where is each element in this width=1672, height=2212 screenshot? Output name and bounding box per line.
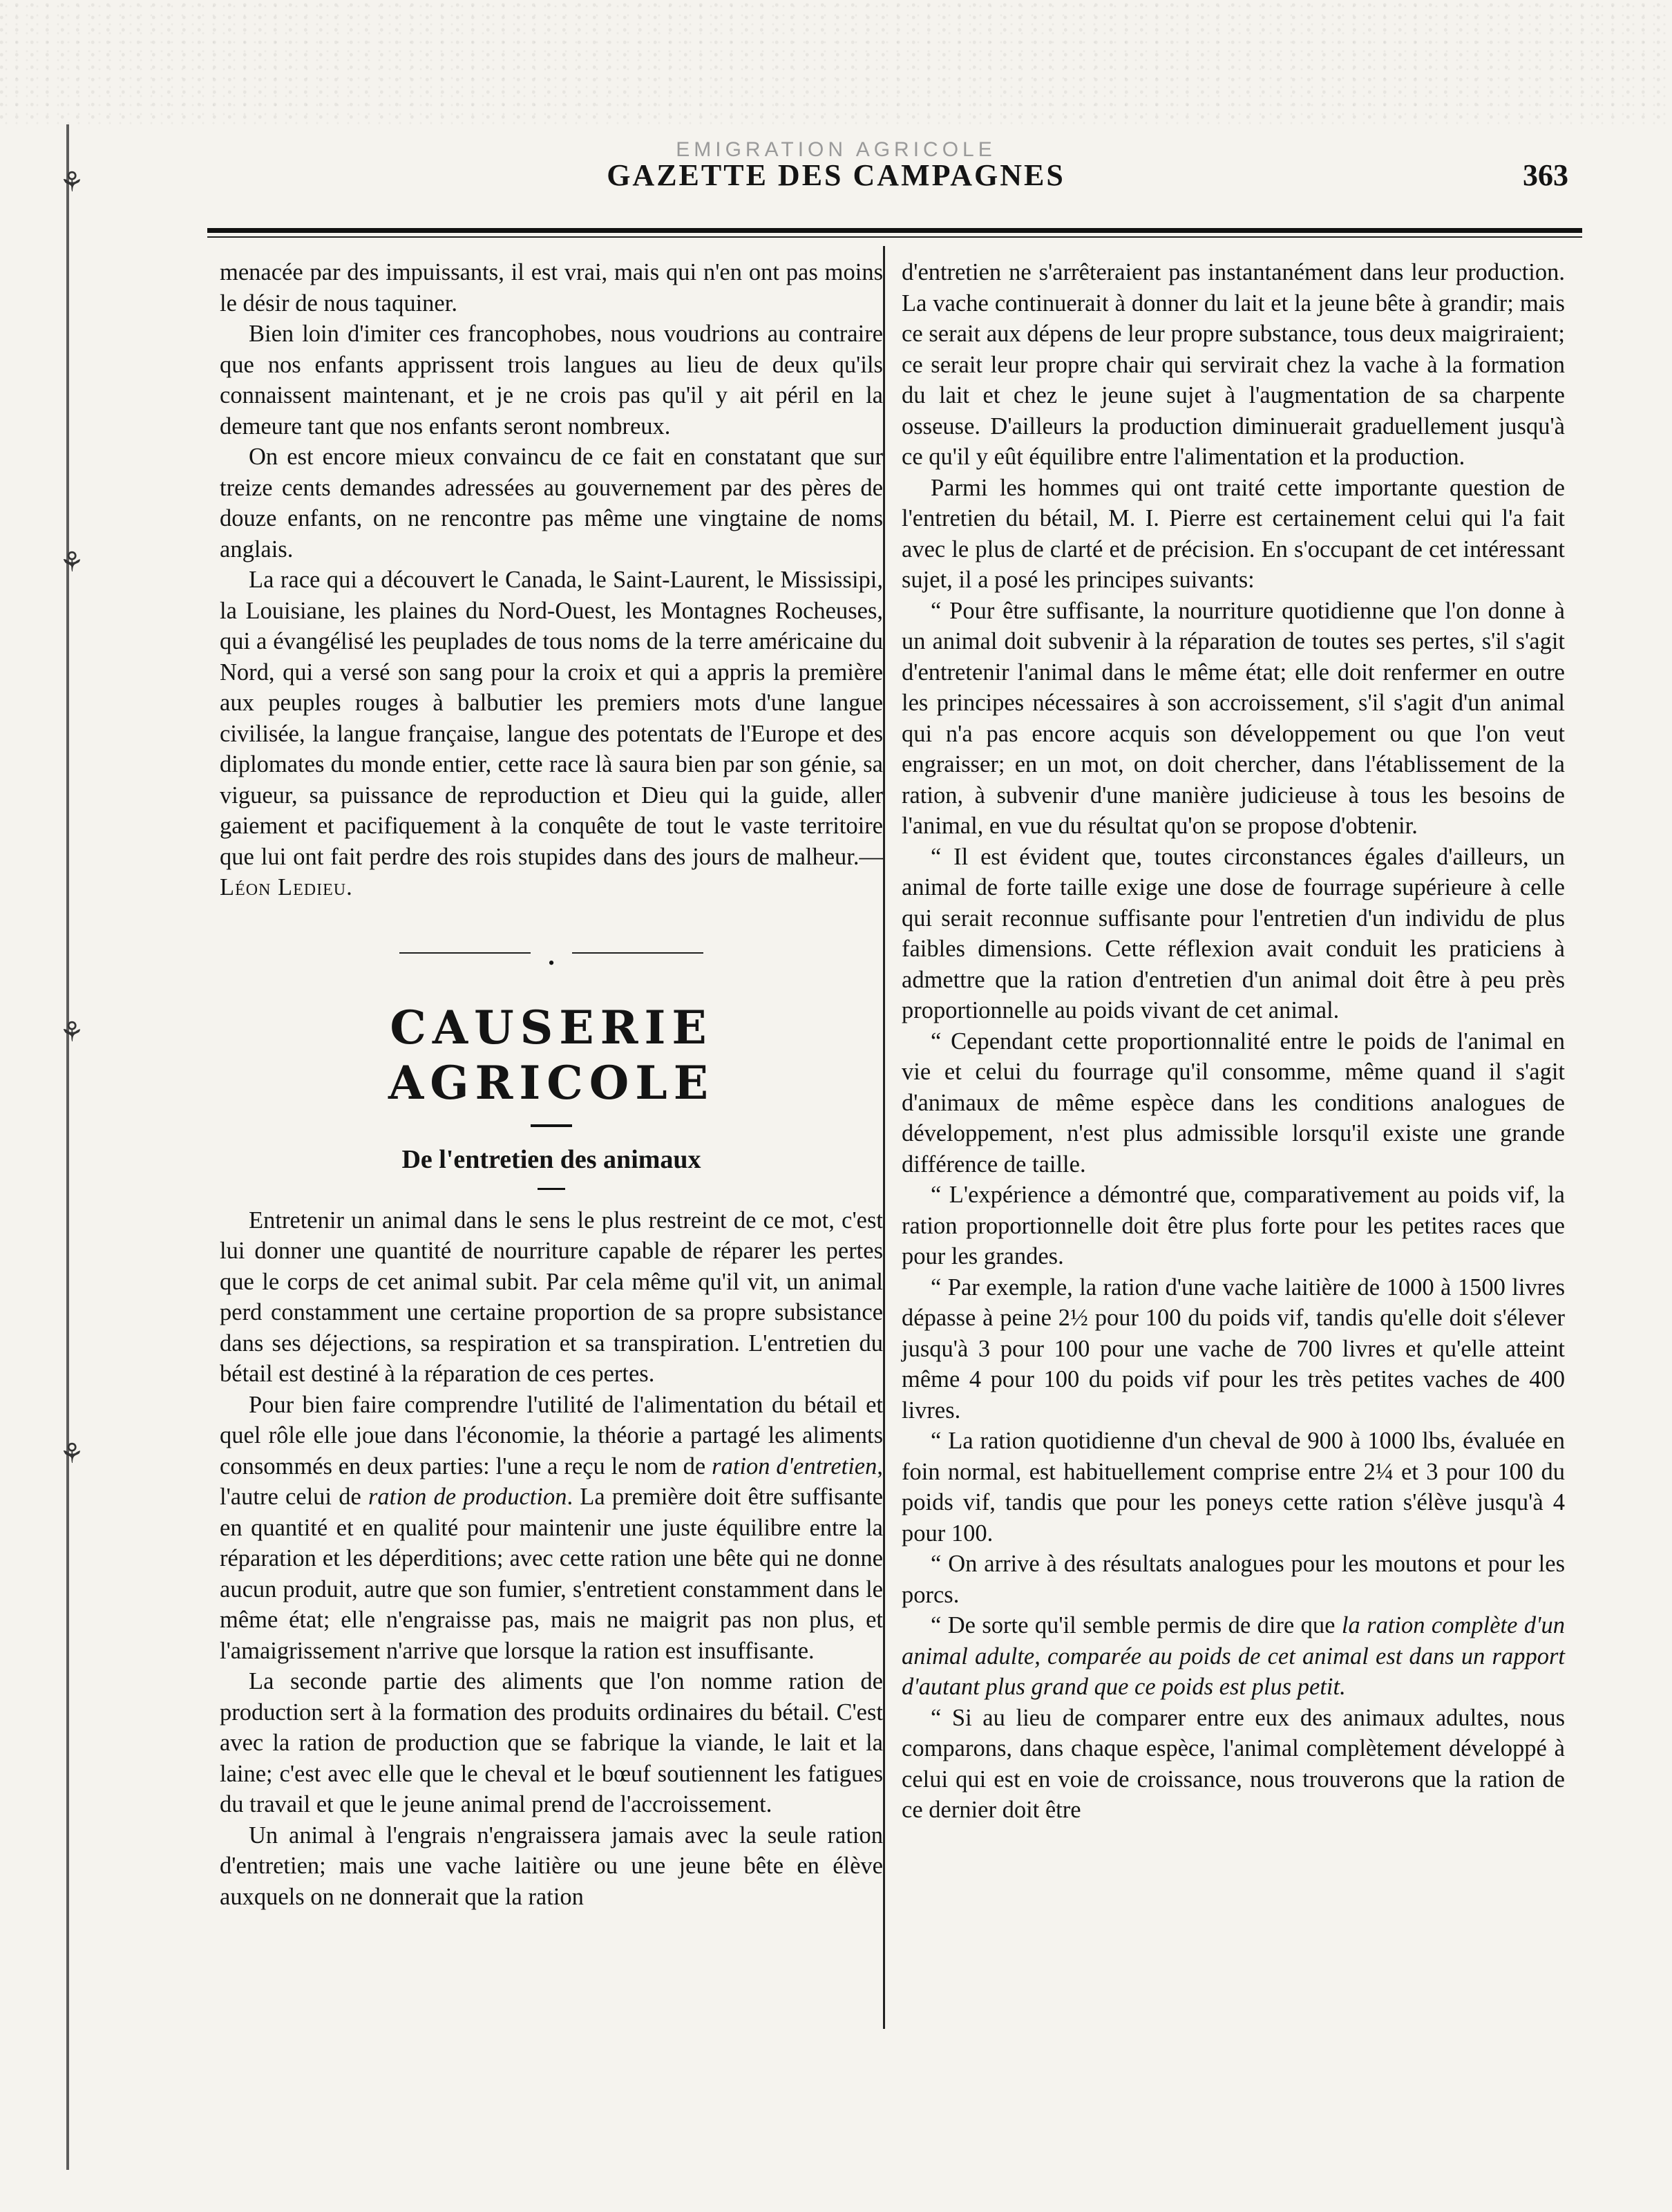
quote-paragraph: “ Par exemple, la ration d'une vache laitière de 1000 à 1500 livres dépasse à peine 2½ pour 100 du poids vif, tandis qu'elle doit s'élever jusqu'à 3 pour 100 pour une vache de 700 livres et qu'elle atteint même 4 pour 100 du poids vif pour les très petites vaches de 400 livres. [902,1274,1565,1424]
section-ornament-rule [399,946,703,973]
right-column [902,257,1565,1826]
paragraph-text: Pour bien faire comprendre l'utilité de l'alimentation du bétail et quel rôle elle joue dans l'économie, la théorie a partagé les aliments consommés en deux parties: l'une a reçu le nom de [220,1391,883,1480]
italic-term: ration de production [368,1484,567,1510]
author-signature: Léon Ledieu. [220,874,353,900]
scan-noise [0,0,1672,124]
rule-line [399,952,531,954]
header-rule-thin [207,236,1582,238]
left-margin-binding-line [66,124,69,2170]
column-divider [883,246,885,2029]
running-title: GAZETTE DES CAMPAGNES [607,158,1065,192]
page-header [0,158,1672,199]
paragraph-text: . La première doit être suffisante en quantité et en qualité pour maintenir une juste équilibre entre la réparation et les déperditions; avec cette ration une bête qui ne donne aucun produit, autre que son fumier, s'entretient constamment dans le même état; elle n'engraisse pas, mais ne maigrit pas non plus, et l'amaigrissement n'arrive que lorsque la ration est insuffisante. [220,1484,883,1664]
paragraph: La seconde partie des aliments que l'on nomme ration de production sert à la formation des produits ordinaires du bétail. C'est avec la ration de production que se fabrique la viande, le lait et la laine; c'est avec elle que le cheval et le bœuf soutiennent les fatigues du travail et que le jeune animal prend de l'accroissement. [220,1668,883,1817]
italic-statement: la ration complète d'un animal adulte, comparée au poids de cet animal est dans un rapport d'autant plus grand que ce poids est plus petit. [902,1612,1565,1700]
faded-masthead: EMIGRATION AGRICOLE [676,138,996,161]
margin-ornament-icon: ⚘ [59,1017,84,1048]
rule-line [572,952,703,954]
quote-paragraph: “ La ration quotidienne d'un cheval de 900 à 1000 lbs, évaluée en foin normal, est habituellement comprise entre 2¼ et 3 pour 100 du poids vif, tandis que pour les poneys cette ration s'élève jusqu'à 4 pour 100. [902,1428,1565,1547]
subtitle-rule [538,1188,565,1190]
quote-paragraph: “ Si au lieu de comparer entre eux des animaux adultes, nous comparons, dans chaque espèce, l'animal complètement développé à celui qui est en voie de croissance, nous trouverons que la ration de ce dernier doit être [902,1704,1565,1823]
paragraph: Entretenir un animal dans le sens le plus restreint de ce mot, c'est lui donner une quantité de nourriture capable de réparer les pertes que le corps de cet animal subit. Par cela même qu'il vit, un animal perd constamment une certaine proportion de sa propre subsistance dans ses déjections, sa respiration et sa transpiration. L'entretien du bétail est destiné à la réparation de ces pertes. [220,1207,883,1387]
paragraph-text: “ De sorte qu'il semble permis de dire que [931,1612,1342,1638]
paragraph-text: La race qui a découvert le Canada, le Saint-Laurent, le Mississipi, la Louisiane, les plaines du Nord-Ouest, les Montagnes Rocheuses, qui a évangélisé les peuplades de tous noms de la terre américaine du Nord, qui a versé son sang pour la croix et qui a appris la première aux peuples rouges à balbutier les premiers mots d'une langue civilisée, la langue française, langue des potentats de l'Europe et des diplomates du monde entier, cette race là saura bien par son génie, sa vigueur, sa puissance de reproduction et Dieu qui la guide, aller gaiement et pacifiquement à la conquête de tout le vaste territoire que lui ont fait perdre des rois stupides dans des jours de malheur.— [220,567,883,870]
quote-paragraph: “ Il est évident que, toutes circonstances égales d'ailleurs, un animal de forte taille exige une dose de fourrage supérieure à celle qui serait reconnue suffisante pour l'entretien d'un individu de plus faibles dimensions. Cette réflexion avait conduit les praticiens à admettre que la ration d'entretien d'un animal doit être à peu près proportionnelle au poids vivant de cet animal. [902,843,1565,1023]
paragraph [220,1390,883,1667]
quote-paragraph [902,1610,1565,1703]
quote-paragraph: “ Cependant cette proportionnalité entre le poids de l'animal en vie et celui du fourrage qu'il consomme, même quand il s'agit d'animaux de même espèce dans les conditions analogues de développement, n'est plus admissible lorsqu'il existe une grande différence de taille. [902,1028,1565,1178]
paragraph: Un animal à l'engrais n'engraissera jamais avec la seule ration d'entretien; mais une vache laitière ou une jeune bête en élève auxquels on ne donnerait que la ration [220,1822,883,1910]
quote-paragraph: “ Pour être suffisante, la nourriture quotidienne que l'on donne à un animal doit subvenir à la réparation de toutes ses pertes, s'il s'agit d'entretenir l'animal dans le même état; elle doit renfermer en outre les principes nécessaires à son accroissement, s'il s'agit d'un animal qui n'a pas encore acquis son développement ou que l'on veut engraisser; en un mot, on doit chercher, dans l'établissement de la ration, à subvenir d'une manière judicieuse à tous les besoins de l'animal, en vue du résultat qu'on se propose d'obtenir. [902,597,1565,839]
quote-paragraph: “ L'expérience a démontré que, comparativement au poids vif, la ration proportionnelle doit être plus forte pour les petites races que pour les grandes. [902,1182,1565,1269]
quote-paragraph: “ On arrive à des résultats analogues pour les moutons et pour les porcs. [902,1551,1565,1608]
margin-ornament-icon: ⚘ [59,167,84,198]
margin-ornament-icon: ⚘ [59,547,84,578]
page-number: 363 [1523,158,1568,192]
paragraph: On est encore mieux convaincu de ce fait en constatant que sur treize cents demandes adressées au gouvernement par des pères de douze enfants, on ne rencontre pas même une vingtaine de noms anglais. [220,444,883,563]
italic-term: ration d'entretien [712,1453,877,1480]
section-title: CAUSERIE AGRICOLE [388,1000,715,1110]
title-rule [531,1124,572,1127]
rule-ornament-icon: • [548,952,555,973]
margin-ornament-icon: ⚘ [59,1438,84,1469]
paragraph: Parmi les hommes qui ont traité cette importante question de l'entretien du bétail, M. I. Pierre est certainement celui qui l'a fait avec le plus de clarté et de précision. En s'occupant de cet intéressant sujet, il a posé les principes suivants: [902,474,1565,593]
paragraph: Bien loin d'imiter ces francophobes, nous voudrions au contraire que nos enfants apprissent trois langues au lieu de deux qu'ils connaissent maintenant, et je ne crois pas qu'il y ait péril en la demeure tant que nos enfants seront nombreux. [220,321,883,439]
section-subtitle: De l'entretien des animaux [401,1144,701,1174]
header-rule-thick [207,228,1582,233]
paragraph: menacée par des impuissants, il est vrai, mais qui n'en ont pas moins le désir de nous taquiner. [220,259,883,316]
paragraph: d'entretien ne s'arrêteraient pas instantanément dans leur production. La vache continuerait à donner du lait et la jeune bête à grandir; mais ce serait aux dépens de leur propre substance, tous deux maigriraient; ce serait leur propre chair qui servirait chez la vache à la formation du lait et chez le jeune sujet à l'augmentation de sa charpente osseuse. D'ailleurs la production diminuerait graduellement jusqu'à ce qu'il y eût équilibre entre l'alimentation et la production. [902,259,1565,470]
left-column [220,257,883,1912]
paragraph-text: , l'autre celui de [220,1453,883,1510]
paragraph [220,565,883,903]
